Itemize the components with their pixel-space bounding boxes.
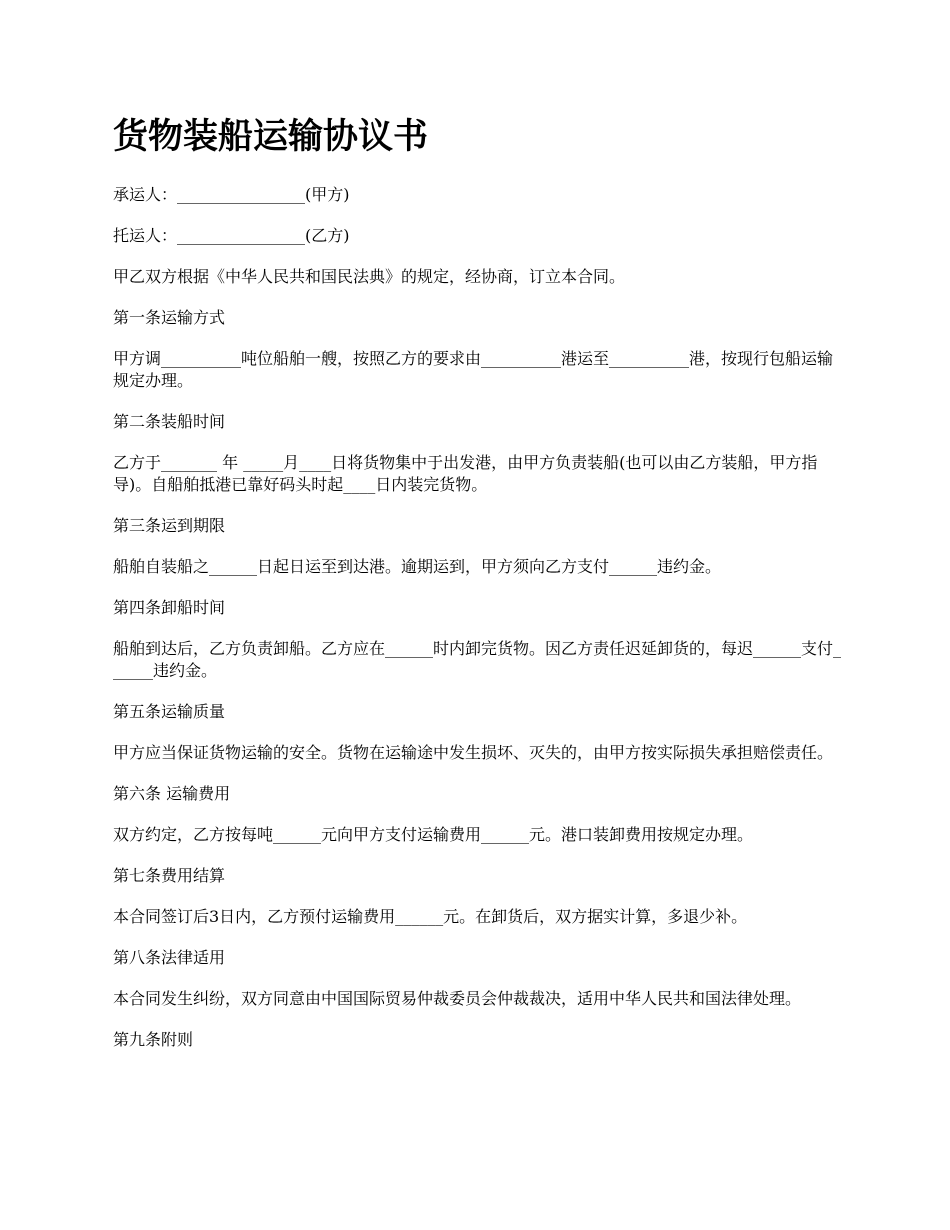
article-3-heading: 第三条运到期限	[113, 516, 226, 535]
article-2-heading: 第二条装船时间	[113, 412, 226, 431]
shipper-line: 托运人：________________(乙方)	[113, 226, 350, 245]
article-6-heading: 第六条 运输费用	[113, 784, 231, 803]
article-8-body: 本合同发生纠纷，双方同意由中国国际贸易仲裁委员会仲裁裁决，适用中华人民共和国法律处理。	[113, 989, 802, 1008]
article-4-body: 船舶到达后，乙方负责卸船。乙方应在______时内卸完货物。因乙方责任迟延卸货的，每迟______支付______违约金。	[113, 639, 842, 680]
article-9-heading: 第九条附则	[113, 1030, 194, 1049]
article-8-heading: 第八条法律适用	[113, 948, 226, 967]
document-page	[113, 112, 843, 1070]
article-4-heading: 第四条卸船时间	[113, 598, 226, 617]
document-title: 货物装船运输协议书	[113, 117, 429, 157]
article-5-heading: 第五条运输质量	[113, 702, 226, 721]
article-6-body: 双方约定，乙方按每吨______元向甲方支付运输费用______元。港口装卸费用按规定办理。	[113, 825, 754, 844]
article-3-body: 船舶自装船之______日起日运至到达港。逾期运到，甲方须向乙方支付______违约金。	[113, 557, 722, 576]
article-7-body: 本合同签订后3日内，乙方预付运输费用______元。在卸货后，双方据实计算，多退少补。	[113, 907, 748, 926]
carrier-line: 承运人：________________(甲方)	[113, 185, 350, 204]
article-7-heading: 第七条费用结算	[113, 866, 226, 885]
preamble: 甲乙双方根据《中华人民共和国民法典》的规定，经协商，订立本合同。	[113, 267, 626, 286]
article-1-heading: 第一条运输方式	[113, 308, 226, 327]
article-1-body: 甲方调__________吨位船舶一艘，按照乙方的要求由__________港运至__________港，按现行包船运输规定办理。	[113, 349, 834, 390]
article-5-body: 甲方应当保证货物运输的安全。货物在运输途中发生损坏、灭失的，由甲方按实际损失承担赔偿责任。	[113, 743, 834, 762]
article-2-body: 乙方于_______ 年 _____月____日将货物集中于出发港，由甲方负责装船(也可以由乙方装船，甲方指导)。自船舶抵港已靠好码头时起____日内装完货物。	[113, 453, 818, 494]
